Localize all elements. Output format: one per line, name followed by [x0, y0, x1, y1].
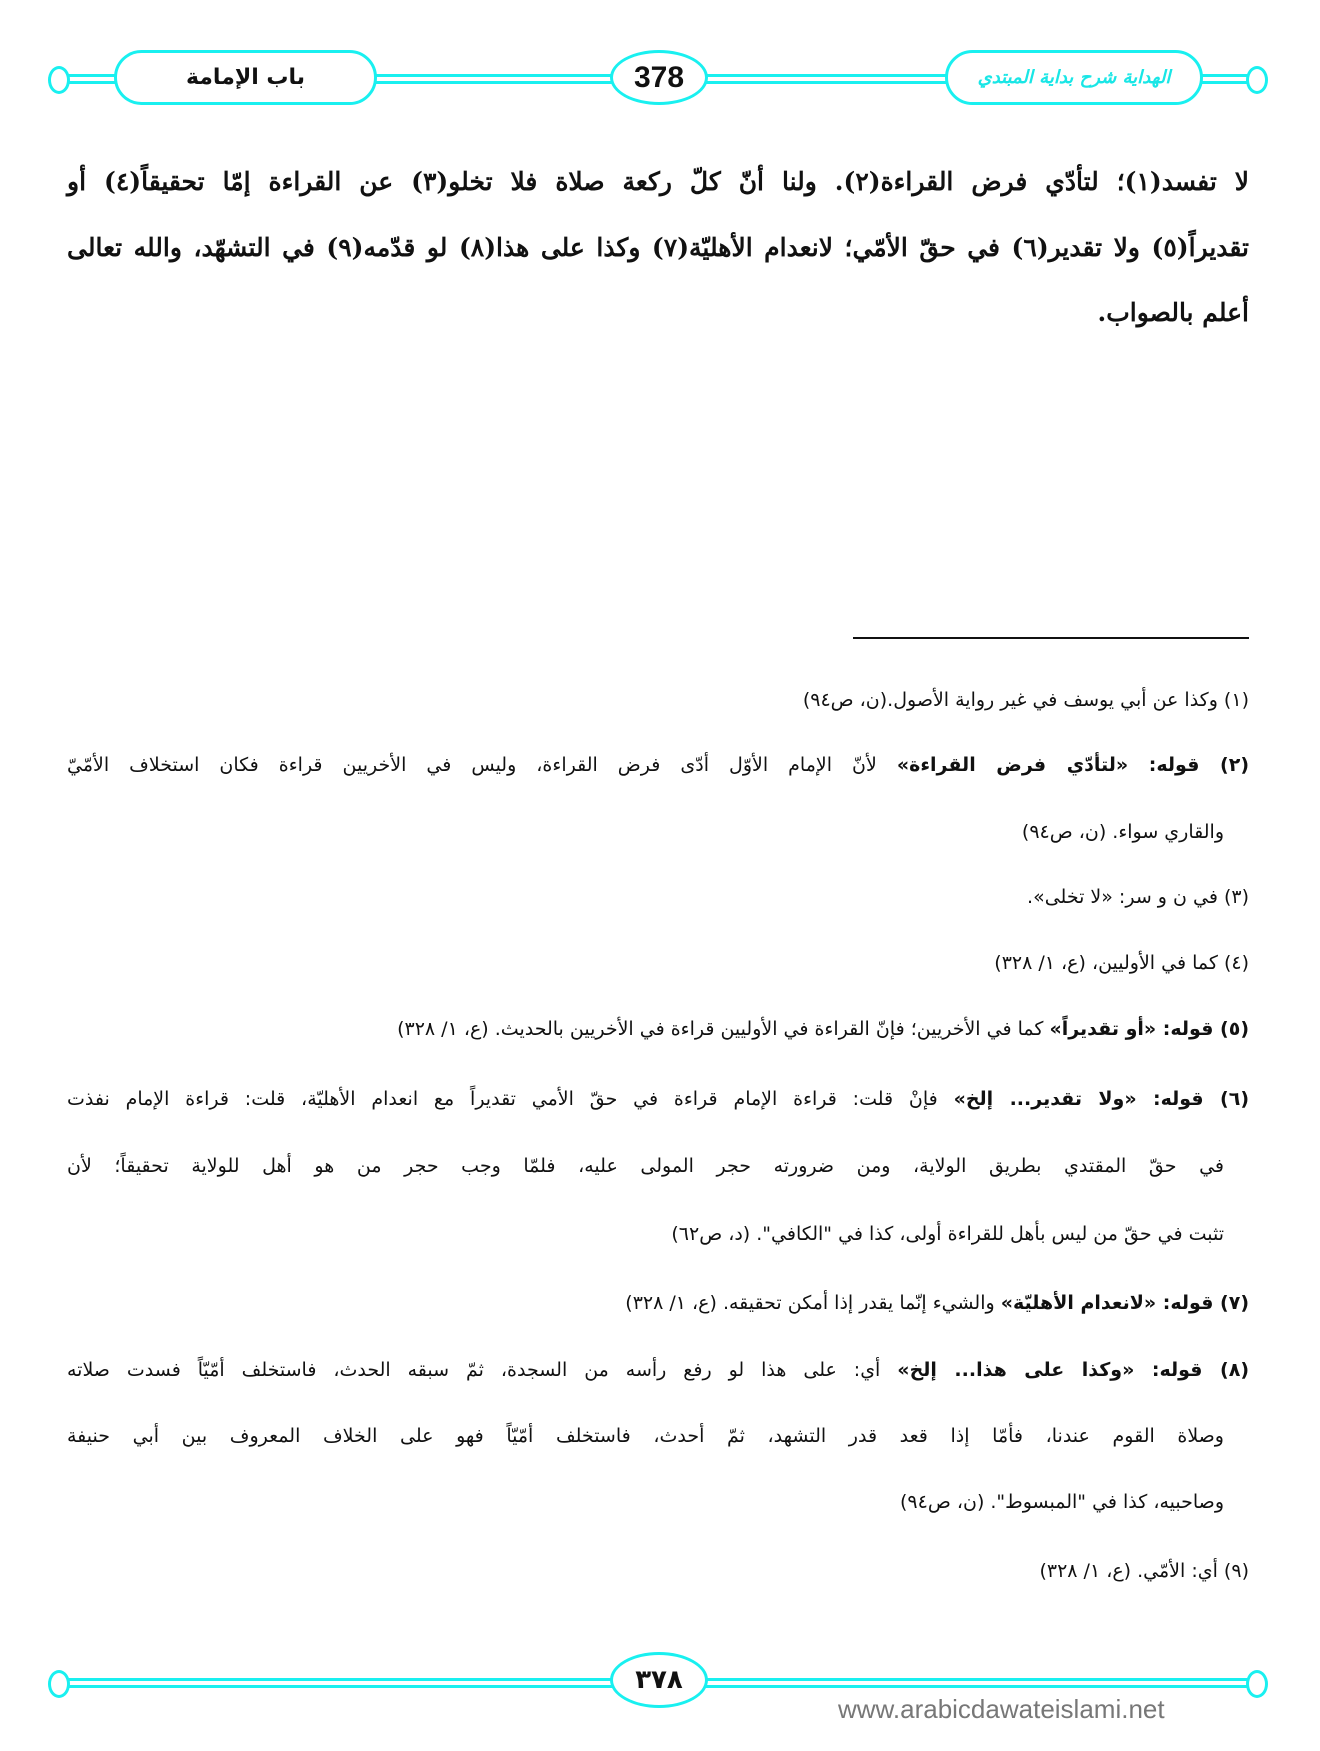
footnote: (٩) أي: الأمّي. (ع، ١/ ٣٢٨): [1039, 1560, 1249, 1582]
footnote-continuation: والقاري سواء. (ن، ص٩٤): [1021, 821, 1224, 843]
footnote: (٣) في ن و سر: «لا تخلى».: [1027, 886, 1249, 908]
footer-page-number: ٣٧٨: [635, 1665, 683, 1695]
footnote: (٨) قوله: «وكذا على هذا... إلخ» أي: على هذا لو رفع رأسه من السجدة، ثمّ سبقه الحدث، فاستخلف أمّيّاً فسدت صلاته: [67, 1359, 1250, 1381]
book-title-box: [945, 50, 1203, 105]
main-text-line: أعلم بالصواب.: [1097, 298, 1249, 327]
website-url[interactable]: www.arabicdawateislami.net: [838, 1694, 1165, 1724]
main-text-line: لا تفسد(١)؛ لتأدّي فرض القراءة(٢). ولنا أنّ كلّ ركعة صلاة فلا تخلو(٣) عن القراءة إمّا تحقيقاً(٤) أو: [67, 167, 1249, 196]
footer-page-number-box: [610, 1652, 708, 1708]
footnote: (٥) قوله: «أو تقديراً» كما في الأخريين؛ فإنّ القراءة في الأوليين قراءة في الأخريين بالحديث. (ع، ١/ ٣٢٨): [397, 1018, 1249, 1040]
footnote-continuation: وصلاة القوم عندنا، فأمّا إذا قعد قدر التشهد، ثمّ أحدث، فاستخلف أمّيّاً فهو على الخلاف المعروف بين أبي حنيفة: [67, 1425, 1224, 1447]
footnote-continuation: في حقّ المقتدي بطريق الولاية، ومن ضرورته حجر المولى عليه، فلمّا وجب حجر من هو أهل للولاية تحقيقاً؛ لأن: [67, 1155, 1224, 1177]
main-text-line: تقديراً(٥) ولا تقدير(٦) في حقّ الأمّي؛ لانعدام الأهليّة(٧) وكذا على هذا(٨) لو قدّمه(٩) في التشهّد، والله تعالى: [67, 233, 1250, 262]
footnote: (٧) قوله: «لانعدام الأهليّة» والشيء إنّما يقدر إذا أمكن تحقيقه. (ع، ١/ ٣٢٨): [625, 1292, 1249, 1314]
footnote: (٢) قوله: «لتأدّي فرض القراءة» لأنّ الإمام الأوّل أدّى فرض القراءة، وليس في الأخريين قراءة فكان استخلاف الأمّيّ: [67, 754, 1250, 776]
page-number: 378: [633, 60, 685, 94]
chapter-title-box: [114, 50, 377, 105]
footnote-separator: [853, 637, 1249, 639]
footnote: (١) وكذا عن أبي يوسف في غير رواية الأصول.(ن، ص٩٤): [802, 689, 1249, 711]
footnote: (٤) كما في الأوليين، (ع، ١/ ٣٢٨): [994, 952, 1249, 974]
footnote: (٦) قوله: «ولا تقدير... إلخ» فإنْ قلت: قراءة الإمام قراءة في حقّ الأمي تقديراً مع انعدام الأهليّة، قلت: قراءة الإمام نفذت: [67, 1088, 1249, 1110]
footnote-continuation: وصاحبيه، كذا في "المبسوط". (ن، ص٩٤): [900, 1491, 1224, 1513]
page-number-box: [610, 50, 708, 105]
footnote-continuation: تثبت في حقّ من ليس بأهل للقراءة أولى، كذا في "الكافي". (د، ص٦٢): [671, 1223, 1224, 1245]
book-title-logo: الهداية شرح بداية المبتدي: [977, 67, 1171, 88]
chapter-title: باب الإمامة: [185, 65, 306, 90]
